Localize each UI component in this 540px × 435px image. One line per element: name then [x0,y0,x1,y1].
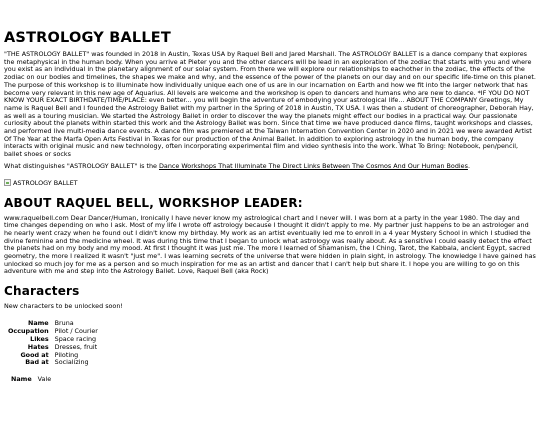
intro-paragraph: "THE ASTROLOGY BALLET" was founded in 2018 in Austin, Texas USA by Raquel Bell and Jared Marshall. The ASTROLOGY BALLET is a dance company that explores the metaphysical in the human body. When you arrive at Pieter you and the other dancers will be lead in an exploration of the zodiac that starts with you and where you exist as an individual in the planetary alignment of our solar system. From there we will explore our relationships to eachother in the zodiac, the effects of the zodiac on our bodies and timelines, the shapes we make and why, and the essence of the power of the planets on our day and on our specific life-time on this planet. The purpose of this workshop is to illuminate how individually unique each one of us are in our incarnation on Earth and how we fit into the larger network that has become very relevant in this new age of Aquarius. All levels are welcome and the workshop is open to dancers and humans who are new to dance. *IF YOU DO NOT KNOW YOUR EXACT BIRTHDATE/TIME/PLACE: even better... you will begin the adventure of embodying your astrological life... ABOUT THE COMPANY Greetings, My name is Raquel Bell and I founded the Astrology Ballet with my partner in the Spring of 2018 in Austin, TX USA. I was then a student of choreographer, Deborah Hay, as well as a touring musician. We started the Astrology Ballet in order to discover the way the planets might effect our bodies in a practical way. Our passionate curiosity about the planets within started this work and the Astrology Ballet was born. Since that time we have produced dance films, taught workshops and classes, and performed live multi-media dance events. A dance film was premiered at the Taiwan Internation Convention Center in 2020 and in 2021 we were awarded Artist Of The Year at the Marfa Open Arts Festival in Texas for our production of the Animal Ballet. In addition to exploring astrology in the human body, the company interacts with original music and new technology, often incorporating experimental film and video synthesis into the work. What To Bring: Notebook, pen/pencil, ballet shoes or socks [4,50,536,159]
next-character-row [11,376,536,384]
workshops-link[interactable]: Dance Workshops That Illuminate The Direct Links Between The Cosmos And Our Human Bodies [159,161,468,170]
character-label: Name [27,318,49,327]
characters-note: New characters to be unlocked soon! [4,302,123,311]
next-character-label: Name [11,375,32,384]
character-label: Good at [20,350,49,359]
characters-heading: Characters [4,284,80,299]
page-title: ASTROLOGY BALLET [4,30,171,46]
character-table [8,320,98,367]
broken-image-icon [4,179,11,186]
distinguish-prefix: What distinguishes "ASTROLOGY BALLET" is the [4,161,159,170]
next-character-value: Vale [37,375,52,384]
about-paragraph: www.raquelbell.com Dear Dancer/Human, Ironically I have never know my astrological chart and I never will. I was born at a party in the year 1980. The day and time changes depending on who I ask. Most of my life I wrote off astrology because I thought it didn't apply to me. My partner just happens to be an astrologer and he nearly went crazy when he found out I didn't know my birthday. My work as an artist eventually led me to enroll in a 4 year Mystery School in which I studied the divine feminine and the medicine wheel. It was during this time that I began to unlock what astrology was really about. As a sensitive I could easily detect the effect the planets had on my body and my mood. At first I thought it was just me. The more I learned of Shamanism, the I Ching, Tarot, the Kabbala, ancient Egypt, sacred geometry, the more I realized it wasn't "just me". I was learning secrets of the universe that were hidden in plain sight, in astrology. The knowledge I have gained has unlocked so much joy for me as a person and so much inspiration for me as an artist and dancer that I can't help but share it. I hope you are willing to go on this adventure with me and step into the Astrology Ballet. Love, Raquel Bell (aka Rock) [4,213,536,276]
character-label: Likes [30,334,49,343]
company-image-alt: ASTROLOGY BALLET [13,178,78,187]
character-label: Hates [27,342,49,351]
character-value: Socializing [54,358,89,367]
distinguish-suffix: . [467,161,470,170]
character-value: Dresses, fruit [54,342,98,351]
character-label: Bad at [25,358,49,367]
page [0,30,540,384]
character-value: Piloting [54,350,79,359]
character-value: Space racing [54,334,97,343]
character-value: Pilot / Courier [54,326,98,335]
distinguish-paragraph [4,163,536,171]
about-heading: ABOUT RAQUEL BELL, WORKSHOP LEADER: [4,195,303,210]
character-value: Bruna [54,318,74,327]
character-row [8,359,98,367]
company-image [4,178,536,188]
character-label: Occupation [8,326,49,335]
